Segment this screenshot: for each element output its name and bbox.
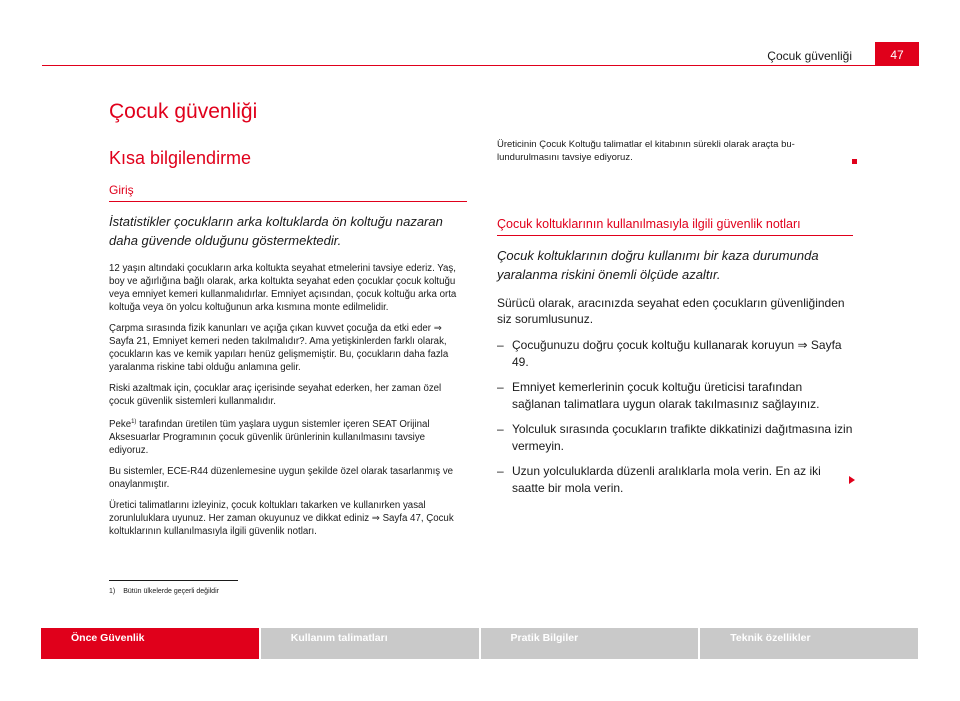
footer-tab-operating-instructions[interactable]: Kullanım talimatları — [261, 628, 479, 659]
paragraph-1: 12 yaşın altındaki çocukların arka koltukta seyahat etmelerini tavsiye ederiz. Yaş, boy ve ağırlığına bağlı olarak, arka koltukta seyahat eden çocuklar çocuk koltuğu veya emniyet kemeri kullanmalıdırlar. Emniyet açısından, çocuk koltuğu arka orta koltuğa veya ön yolcu koltuğunun arka kısmına monte edilmelidir. — [109, 263, 457, 313]
paragraph-3: Riski azaltmak için, çocuklar araç içerisinde seyahat ederken, her zaman özel çocuk güvenlik sistemleri kullanmalıdır. — [109, 383, 442, 407]
paragraph-4 — [109, 416, 467, 457]
subsection-heading: Giriş — [109, 183, 467, 202]
right-column — [497, 138, 853, 505]
header-chapter-title: Çocuk güvenliği — [767, 49, 852, 63]
manual-recommendation: Üreticinin Çocuk Koltuğu talimatlar el kitabının sürekli olarak araçta bulundurulmasını tavsiye ediyoruz. — [497, 139, 795, 163]
dash-bullet: – — [497, 338, 504, 352]
safety-list — [497, 337, 853, 497]
intro-lead: İstatistikler çocukların arka koltuklarda ön koltuğu nazaran daha güvende olduğunu göstermektedir. — [109, 214, 443, 248]
continue-arrow-icon — [849, 476, 855, 484]
list-item — [497, 337, 853, 371]
section-end-marker-icon — [852, 159, 857, 164]
page-number: 47 — [875, 42, 919, 66]
list-item-text: Emniyet kemerlerinin çocuk koltuğu üreticisi tarafından sağlanan talimatlara uygun olarak takılmasınız sağlayınız. — [512, 380, 820, 411]
header-rule — [42, 65, 919, 66]
footer-tab-practical-tips[interactable]: Pratik Bilgiler — [481, 628, 699, 659]
dash-bullet: – — [497, 380, 504, 394]
chapter-title: Çocuk güvenliği — [109, 100, 258, 123]
footnote — [109, 588, 219, 595]
paragraph-2: Çarpma sırasında fizik kanunları ve açığa çıkan kuvvet çocuğa da etki eder ⇒ Sayfa 21, Emniyet kemeri neden takılmalıdır?. Ama yetişkinlerden farklı olarak, çocukların kas ve kemik yapıları henüz gelişmemiştir. Bu, çocukların daha fazla yaralanma riskine tabi olduğu anlamına gelir. — [109, 323, 449, 373]
list-item — [497, 463, 853, 497]
safety-notes-heading: Çocuk koltuklarının kullanılmasıyla ilgili güvenlik notları — [497, 216, 853, 236]
footer-tab-technical-specs[interactable]: Teknik özellikler — [700, 628, 918, 659]
section-title: Kısa bilgilendirme — [109, 148, 252, 168]
footnote-ref[interactable]: 1) — [131, 419, 137, 425]
footnote-rule — [109, 580, 238, 581]
footnote-text: Bütün ülkelerde geçerli değildir — [123, 588, 219, 595]
paragraph-4-text: tarafından üretilen tüm yaşlara uygun sistemler içeren SEAT Orijinal Aksesuarlar Programının çocuk güvenlik ürünlerinin kullanılmasını tavsiye ediyoruz. — [109, 419, 430, 457]
footer-tab-safety-first[interactable]: Önce Güvenlik — [41, 628, 259, 659]
dash-bullet: – — [497, 422, 504, 436]
paragraph-6: Üretici talimatlarını izleyiniz, çocuk koltukları takarken ve kullanırken yasal zorunluluklara uyunuz. Her zaman okuyunuz ve dikkat ediniz ⇒ Sayfa 47, Çocuk koltuklarının kullanılmasıyla ilgili güvenlik notları. — [109, 500, 454, 538]
footer-nav — [41, 628, 918, 659]
left-column — [109, 100, 467, 546]
list-item-text: Çocuğunuzu doğru çocuk koltuğu kullanarak koruyun ⇒ Sayfa 49. — [512, 338, 842, 369]
paragraph-5: Bu sistemler, ECE-R44 düzenlemesine uygun şekilde özel olarak tasarlanmış ve onaylanmıştır. — [109, 466, 454, 491]
safety-notes-lead: Çocuk koltuklarının doğru kullanımı bir kaza durumunda yaralanma riskini önemli ölçüde azaltır. — [497, 248, 819, 282]
list-item-text: Uzun yolculuklarda düzenli aralıklarla mola verin. En az iki saatte bir mola verin. — [512, 464, 821, 495]
list-item — [497, 421, 853, 455]
dash-bullet: – — [497, 464, 504, 478]
list-item — [497, 379, 853, 413]
footnote-mark: 1) — [109, 588, 116, 595]
brand-name: Peke — [109, 419, 132, 431]
driver-responsibility: Sürücü olarak, aracınızda seyahat eden çocukların güvenliğinden siz sorumlusunuz. — [497, 296, 845, 326]
list-item-text: Yolculuk sırasında çocukların trafikte dikkatinizi dağıtmasına izin vermeyin. — [512, 422, 853, 453]
